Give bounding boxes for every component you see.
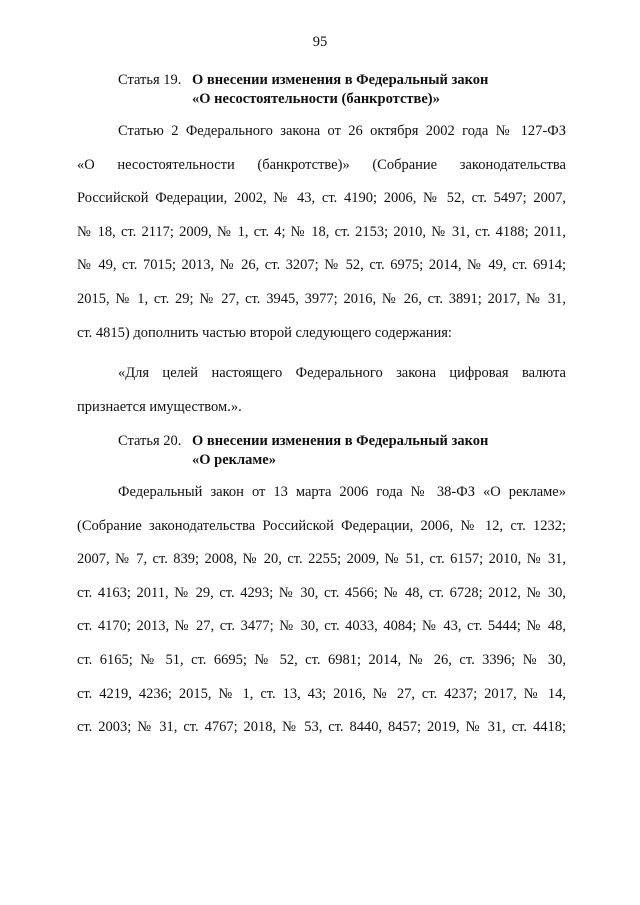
article-19-title-line2: «О несостоятельности (банкротстве)» bbox=[192, 91, 440, 107]
article-19-quote bbox=[77, 357, 566, 424]
article-20-title-line2: «О рекламе» bbox=[192, 452, 276, 468]
body-line: ст. 4170; 2013, № 27, ст. 3477; № 30, ст. 4033, 4084; № 43, ст. 5444; № 48, bbox=[77, 618, 566, 635]
body-line: ст. 2003; № 31, ст. 4767; 2018, № 53, ст. 8440, 8457; 2019, № 31, ст. 4418; bbox=[77, 719, 566, 736]
body-line: Российской Федерации, 2002, № 43, ст. 4190; 2006, № 52, ст. 5497; 2007, bbox=[77, 190, 566, 207]
body-line: ст. 6165; № 51, ст. 6695; № 52, ст. 6981; 2014, № 26, ст. 3396; № 30, bbox=[77, 651, 566, 668]
article-20-body bbox=[77, 476, 566, 745]
body-line: 2007, № 7, ст. 839; 2008, № 20, ст. 2255; 2009, № 51, ст. 6157; 2010, № 31, bbox=[77, 551, 566, 568]
article-19-number: Статья 19. bbox=[118, 72, 182, 88]
article-19-body bbox=[77, 115, 566, 350]
quote-line: признается имуществом.». bbox=[77, 398, 242, 415]
body-line: ст. 4163; 2011, № 29, ст. 4293; № 30, ст. 4566; № 48, ст. 6728; 2012, № 30, bbox=[77, 584, 566, 601]
page-number: 95 bbox=[312, 34, 328, 50]
body-line: ст. 4815) дополнить частью второй следующего содержания: bbox=[77, 324, 452, 341]
body-line: Статью 2 Федерального закона от 26 октября 2002 года № 127-ФЗ bbox=[118, 123, 566, 139]
body-line: № 49, ст. 7015; 2013, № 26, ст. 3207; № 52, ст. 6975; 2014, № 49, ст. 6914; bbox=[77, 257, 566, 274]
quote-line: «Для целей настоящего Федерального закона цифровая валюта bbox=[118, 365, 566, 381]
body-line: 2015, № 1, ст. 29; № 27, ст. 3945, 3977; 2016, № 26, ст. 3891; 2017, № 31, bbox=[77, 290, 566, 307]
body-line: (Собрание законодательства Российской Федерации, 2006, № 12, ст. 1232; bbox=[77, 517, 566, 534]
article-20-title-line1: О внесении изменения в Федеральный закон bbox=[192, 433, 489, 449]
body-line: Федеральный закон от 13 марта 2006 года № 38-ФЗ «О рекламе» bbox=[118, 484, 566, 500]
article-19-heading bbox=[118, 71, 488, 109]
article-20-number: Статья 20. bbox=[118, 433, 182, 449]
body-line: «О несостоятельности (банкротстве)» (Собрание законодательства bbox=[77, 156, 566, 173]
body-line: № 18, ст. 2117; 2009, № 1, ст. 4; № 18, ст. 2153; 2010, № 31, ст. 4188; 2011, bbox=[77, 223, 566, 240]
body-line: ст. 4219, 4236; 2015, № 1, ст. 13, 43; 2016, № 27, ст. 4237; 2017, № 14, bbox=[77, 685, 566, 702]
article-20-heading bbox=[118, 432, 488, 470]
article-19-title-line1: О внесении изменения в Федеральный закон bbox=[192, 72, 489, 88]
